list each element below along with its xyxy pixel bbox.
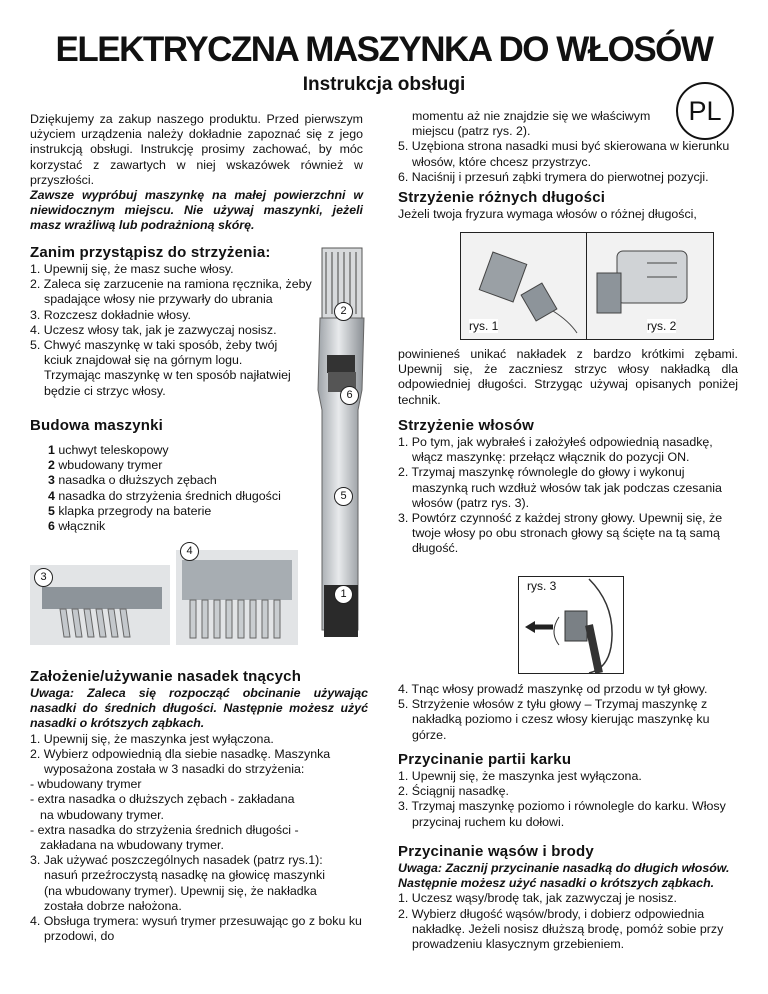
list-item: - extra nasadka do strzyżenia średnich długości - zakładana na wbudowany trymer. [30,822,299,853]
language-badge: PL [676,82,734,140]
list-item: 5. Uzębiona strona nasadki musi być skierowana w kierunku włosów, które chcesz przystrzyc. [398,139,730,169]
list-item: 6. Naciśnij i przesuń ząbki trymera do pierwotnej pozycji. [398,169,709,184]
attachment-4-image [176,550,298,645]
intro-text: Dziękujemy za zakup naszego produktu. Przed pierwszym użyciem urządzenia należy dokładnie zapoznać się z jego instrukcją obsługi. Instrukcję prosimy zachować, by móc korzystać z zawartych w niej wskazówek również w przyszłości. [30,112,363,187]
list-item: 5. Chwyć maszynkę w taki sposób, żeby twój kciuk znajdował się na górnym logu. Trzymając maszynkę w ten sposób najłatwiej będzie ci strzyc włosy. [30,338,291,398]
beard-section [398,843,738,952]
marker-1: 1 [334,585,353,604]
list-item: 2. Wybierz odpowiednią dla siebie nasadkę. Maszynka wyposażona została w 3 nasadki do strzyżenia: [30,746,331,777]
beard-heading: Przycinanie wąsów i brody [398,843,594,860]
list-item: 4. Uczesz włosy tak, jak je zazwyczaj nosisz. [30,322,277,337]
marker-5: 5 [334,487,353,506]
right-top-section [398,109,738,222]
build-section [30,417,320,534]
cutting-continued [398,682,738,743]
list-item: 1. Po tym, jak wybrałeś i założyłeś odpowiednią nasadkę, włącz maszynkę: przełącz włącznik do pozycji ON. [398,435,713,465]
marker-6: 6 [340,386,359,405]
list-item: 1. Upewnij się, że masz suche włosy. [30,262,234,276]
lengths-text-1: Jeżeli twoja fryzura wymaga włosów o różnej długości, [398,207,697,222]
build-heading: Budowa maszynki [30,417,164,434]
figure-2-label: rys. 2 [647,319,677,333]
list-item: 3. Trzymaj maszynkę poziomo i równolegle do karku. Włosy przycinaj ruchem ku dołowi. [398,799,726,829]
list-item: - wbudowany trymer [30,777,142,792]
attach-heading: Założenie/używanie nasadek tnących [30,668,302,685]
part-item: 3 nasadka o dłuższych zębach [48,473,217,488]
marker-4: 4 [180,542,199,561]
before-heading: Zanim przystąpisz do strzyżenia: [30,244,271,261]
list-item: 2. Ściągnij nasadkę. [398,784,509,799]
list-item: 3. Rozczesz dokładnie włosy. [30,307,191,322]
lengths-heading: Strzyżenie różnych długości [398,189,606,207]
lengths-text-2: powinieneś unikać nakładek z bardzo krótkimi zębami. Upewnij się, że zaczniesz strzyc włosy nakładką dla odpowiedniej długości. Strzygąc używaj opisanych poniżej technik. [398,347,738,407]
cutting-section [398,417,738,557]
part-item: 5 klapka przegrody na baterie [48,503,212,518]
attach-section [30,668,368,944]
list-item: - extra nasadka o dłuższych zębach - zakładana na wbudowany trymer. [30,792,295,822]
before-section [30,244,330,399]
list-item: 1. Uczesz wąsy/brodę tak, jak zazwyczaj je nosisz. [398,891,677,906]
list-item: 4. Tnąc włosy prowadź maszynkę od przodu w tył głowy. [398,682,708,696]
list-item: 2. Zaleca się zarzucenie na ramiona ręcznika, żeby spadające włosy nie przywarły do ubrania [30,277,312,307]
list-item: momentu aż nie znajdzie się we właściwym miejscu (patrz rys. 2). [412,109,651,139]
part-item: 1 uchwyt teleskopowy [48,443,169,457]
page-title: ELEKTRYCZNA MASZYNKA DO WŁOSÓW [55,30,713,69]
list-item: 5. Strzyżenie włosów z tyłu głowy – Trzymaj maszynkę z nakładką poziomo i czesz włosy kierując maszynkę ku górze. [398,697,710,742]
marker-3: 3 [34,568,53,587]
list-item: 2. Trzymaj maszynkę równolegle do głowy i wykonuj maszynką ruch wzdłuż włosów tak jak podczas czesania włosów (patrz rys. 3). [398,465,722,510]
figure-3 [518,576,624,674]
intro-warning: Zawsze wypróbuj maszynkę na małej powierzchni w niewidocznym miejscu. Nie używaj maszynki, jeżeli masz wrażliwą lub podrażnioną skórę. [30,188,363,233]
neck-section [398,751,738,830]
marker-2: 2 [334,302,353,321]
list-item: 1. Upewnij się, że maszynka jest wyłączona. [398,769,642,783]
part-item: 6 włącznik [48,519,106,534]
figure-3-label: rys. 3 [527,579,557,593]
list-item: 2. Wybierz długość wąsów/brody, i dobierz odpowiednia nakładkę. Jeżeli nosisz dłuższą brodę, pomóż sobie przy prowadzeniu klasycznym grzebieniem. [398,906,724,952]
attach-note: Uwaga: Zaleca się rozpocząć obcinanie używając nasadki do średnich długości. Następnie możesz użyć nasadki o krótszych ząbkach. [30,686,368,731]
cutting-heading: Strzyżenie włosów [398,417,534,434]
list-item: 3. Powtórz czynność z każdej strony głowy. Upewnij się, że twoje włosy po obu stronach głowy są ścięte na tą samą długość. [398,511,723,556]
beard-note: Uwaga: Zacznij przycinanie nasadką do długich włosów. Następnie możesz użyć nasadki o krótszych ząbkach. [398,861,730,891]
part-item: 4 nasadka do strzyżenia średnich długości [48,488,281,503]
page-subtitle: Instrukcja obsługi [302,74,466,95]
figure-2 [586,232,714,340]
lengths-continued [398,347,738,408]
figure-1-label: rys. 1 [469,319,499,333]
figure-1 [460,232,588,340]
list-item: 1. Upewnij się, że maszynka jest wyłączona. [30,731,274,746]
neck-heading: Przycinanie partii karku [398,751,572,768]
part-item: 2 wbudowany trymer [48,458,163,473]
list-item: 3. Jak używać poszczególnych nasadek (patrz rys.1): nasuń przeźroczystą nasadkę na głowicę maszynki (na wbudowany trymer). Upewnij się, że nakładka została dobrze nałożona. [30,853,325,913]
intro-section [30,112,363,234]
list-item: 4. Obsługa trymera: wysuń trymer przesuwając go z boku ku przodowi, do [30,914,362,944]
